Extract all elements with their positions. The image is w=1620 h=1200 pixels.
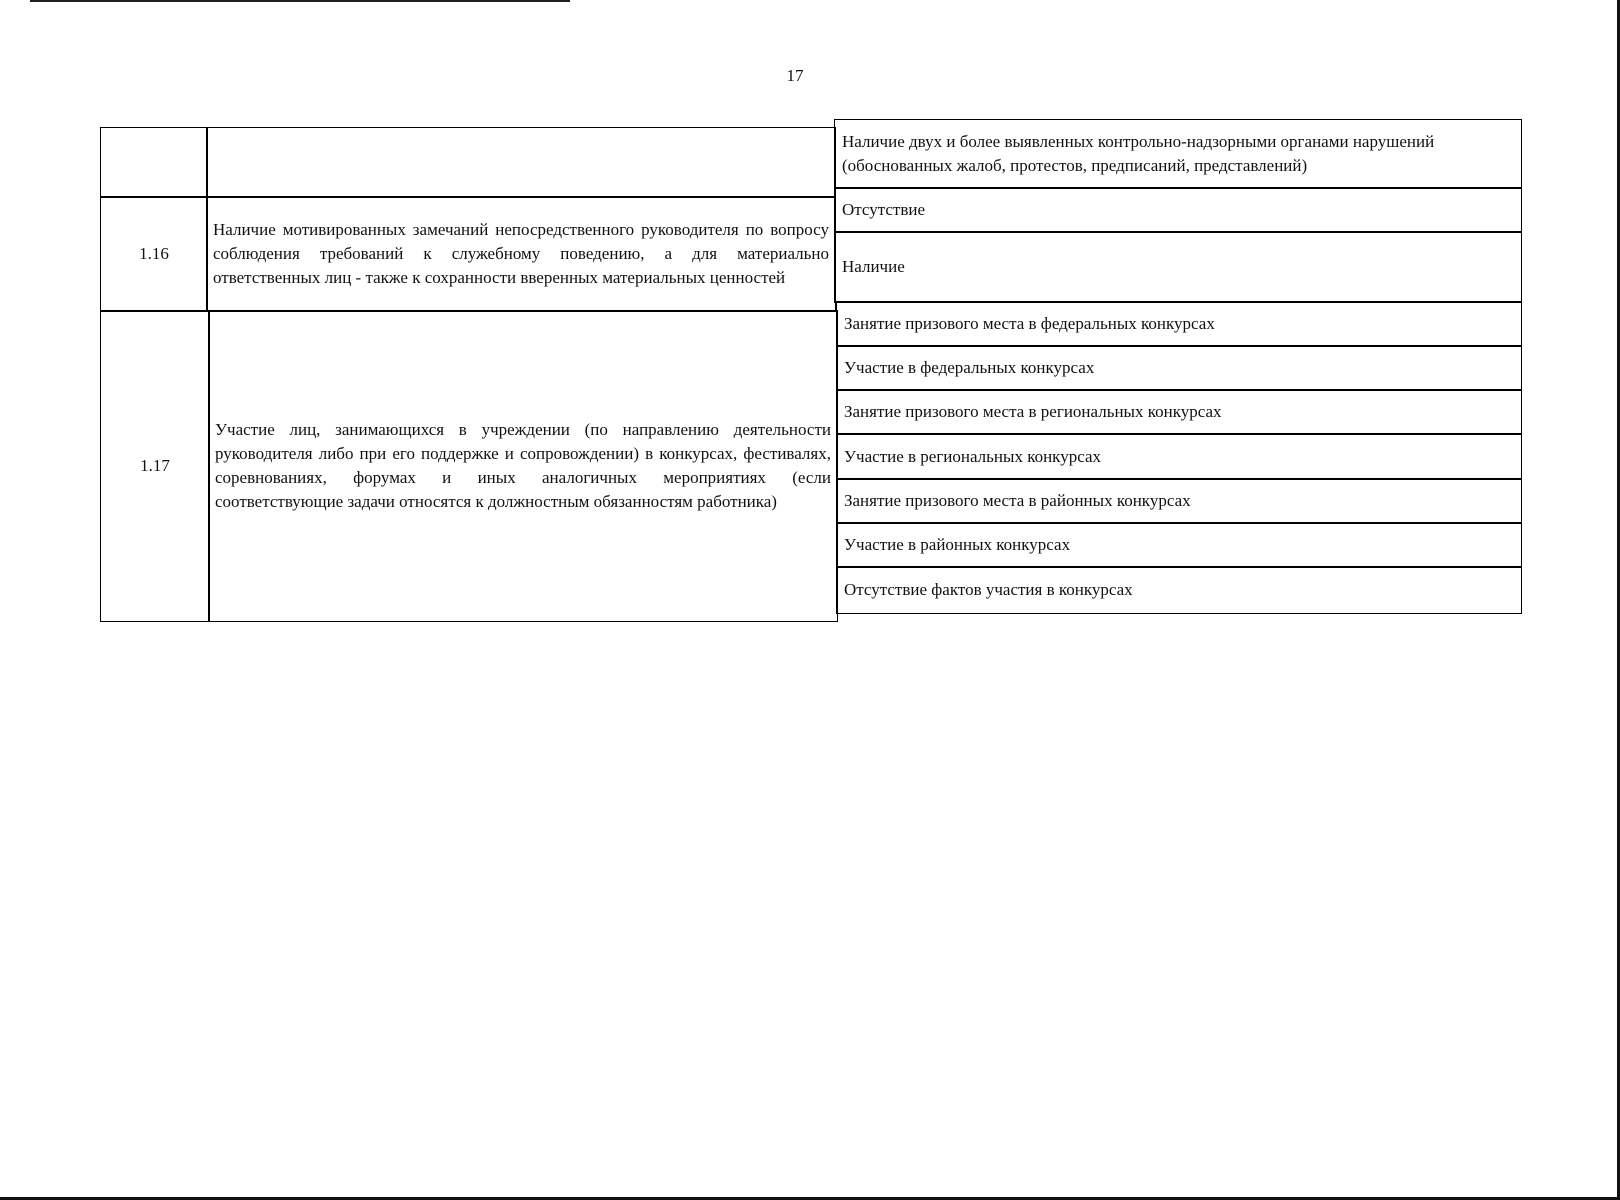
- continued-row-number-cell: [100, 127, 208, 198]
- row-1-16-option-absent: [834, 187, 1522, 233]
- row-1-16-description-cell: [206, 196, 836, 312]
- row-1-17-number-cell: [100, 310, 210, 622]
- continued-row-option: Наличие двух и более выявленных контрольно-надзорными органами нарушений (обоснованных жалоб, протестов, предписаний, представлений): [842, 132, 1435, 175]
- option-label: Участие в районных конкурсах: [844, 535, 1071, 554]
- option-label: Отсутствие: [842, 200, 926, 219]
- row-1-17-description-cell: [208, 310, 838, 622]
- page-number: 17: [786, 66, 804, 85]
- row-1-16-description: Наличие мотивированных замечаний непосредственного руководителя по вопросу соблюдения требований к служебному поведению, а для материально ответственных лиц - также к сохранности вверенных материальных ценностей: [213, 220, 829, 287]
- option-label: Занятие призового места в федеральных конкурсах: [844, 314, 1215, 333]
- row-1-17-number: 1.17: [140, 456, 170, 475]
- continued-row-option-cell: [834, 119, 1522, 189]
- row-1-17-option-federal-participation: [836, 345, 1522, 391]
- option-label: Наличие: [842, 257, 905, 276]
- row-1-16-number: 1.16: [139, 244, 169, 263]
- scan-edge-top: [30, 0, 570, 2]
- row-1-17-option-regional-participation: [836, 433, 1522, 480]
- option-label: Занятие призового места в районных конкурсах: [844, 491, 1191, 510]
- row-1-17-option-federal-prize: [836, 301, 1522, 347]
- continued-row-description-cell: [206, 127, 836, 198]
- row-1-16-number-cell: [100, 196, 208, 312]
- row-1-17-option-district-participation: [836, 522, 1522, 568]
- option-label: Участие в региональных конкурсах: [844, 446, 1102, 466]
- option-label: Участие в федеральных конкурсах: [844, 358, 1095, 377]
- row-1-16-option-present: [834, 231, 1522, 303]
- row-1-17-option-district-prize: [836, 478, 1522, 524]
- row-1-17-description: Участие лиц, занимающихся в учреждении (по направлению деятельности руководителя либо при его поддержке и сопровождении) в конкурсах, фестивалях, соревнованиях, форумах и иных аналогичных мероприятиях (если соответствующие задачи относятся к должностным обязанностям работника): [215, 420, 831, 511]
- row-1-17-option-regional-prize: [836, 389, 1522, 435]
- option-label: Отсутствие фактов участия в конкурсах: [844, 580, 1133, 599]
- row-1-17-option-no-participation: [836, 566, 1522, 614]
- option-label: Занятие призового места в региональных конкурсах: [844, 402, 1222, 421]
